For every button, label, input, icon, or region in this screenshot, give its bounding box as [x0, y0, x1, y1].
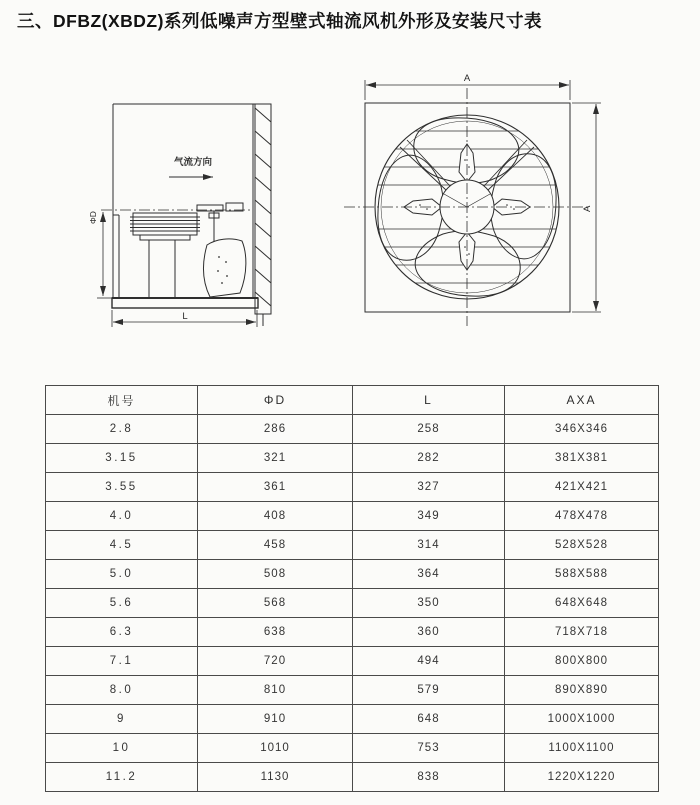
table-cell: 478X478	[505, 502, 659, 531]
impeller-blade	[203, 239, 245, 297]
table-cell: 8.0	[46, 676, 198, 705]
dim-width-label: A	[463, 73, 471, 84]
table-row	[46, 502, 659, 531]
table-row	[46, 763, 659, 792]
table-cell: 6.3	[46, 618, 198, 647]
table-cell: 3.55	[46, 473, 198, 502]
table-cell: 1100X1100	[505, 734, 659, 763]
table-cell: 648	[353, 705, 505, 734]
header-model: 机号	[46, 386, 198, 415]
table-cell: 4.0	[46, 502, 198, 531]
table-cell: 718X718	[505, 618, 659, 647]
header-axa: AXA	[505, 386, 659, 415]
table-cell: 638	[198, 618, 353, 647]
table-header-row	[46, 386, 659, 415]
table-cell: 282	[353, 444, 505, 473]
fan-side-view-drawing	[85, 76, 290, 336]
table-row	[46, 444, 659, 473]
table-cell: 11.2	[46, 763, 198, 792]
table-cell: 258	[353, 415, 505, 444]
table-cell: 579	[353, 676, 505, 705]
table-cell: 1010	[198, 734, 353, 763]
table-cell: 364	[353, 560, 505, 589]
table-cell: 5.6	[46, 589, 198, 618]
table-cell: 350	[353, 589, 505, 618]
table-cell: 7.1	[46, 647, 198, 676]
table-row	[46, 473, 659, 502]
dim-length-label: L	[182, 311, 188, 322]
page-title: 三、DFBZ(XBDZ)系列低噪声方型壁式轴流风机外形及安装尺寸表	[17, 11, 542, 31]
table-cell: 1000X1000	[505, 705, 659, 734]
dimensions-table	[45, 385, 659, 792]
table-row	[46, 560, 659, 589]
table-cell: 494	[353, 647, 505, 676]
table-cell: 1220X1220	[505, 763, 659, 792]
table-row	[46, 589, 659, 618]
table-cell: 381X381	[505, 444, 659, 473]
table-cell: 349	[353, 502, 505, 531]
table-row	[46, 676, 659, 705]
table-cell: 838	[353, 763, 505, 792]
table-cell: 588X588	[505, 560, 659, 589]
table-cell: 753	[353, 734, 505, 763]
table-cell: 648X648	[505, 589, 659, 618]
table-row	[46, 647, 659, 676]
table-cell: 5.0	[46, 560, 198, 589]
header-diameter: ΦD	[198, 386, 353, 415]
table-cell: 421X421	[505, 473, 659, 502]
table-cell: 10	[46, 734, 198, 763]
table-cell: 508	[198, 560, 353, 589]
dimension-diameter	[97, 212, 112, 298]
dim-diameter-label: ΦD	[88, 211, 98, 224]
table-row	[46, 705, 659, 734]
table-cell: 568	[198, 589, 353, 618]
table-cell: 346X346	[505, 415, 659, 444]
table-cell: 9	[46, 705, 198, 734]
base-plate	[112, 298, 258, 308]
table-cell: 314	[353, 531, 505, 560]
fan-front-view-drawing	[338, 52, 623, 337]
table-cell: 1130	[198, 763, 353, 792]
table-cell: 910	[198, 705, 353, 734]
table-row	[46, 734, 659, 763]
table-cell: 800X800	[505, 647, 659, 676]
table-row	[46, 618, 659, 647]
table-cell: 720	[198, 647, 353, 676]
table-cell: 4.5	[46, 531, 198, 560]
table-cell: 327	[353, 473, 505, 502]
table-cell: 286	[198, 415, 353, 444]
dim-height-label: A	[582, 205, 593, 212]
table-cell: 810	[198, 676, 353, 705]
table-cell: 2.8	[46, 415, 198, 444]
table-cell: 408	[198, 502, 353, 531]
table-cell: 458	[198, 531, 353, 560]
table-cell: 528X528	[505, 531, 659, 560]
airflow-direction-label: 气流方向	[173, 157, 213, 168]
table-row	[46, 415, 659, 444]
table-cell: 361	[198, 473, 353, 502]
table-cell: 360	[353, 618, 505, 647]
wall-section	[255, 104, 271, 326]
table-cell: 321	[198, 444, 353, 473]
table-row	[46, 531, 659, 560]
table-cell: 3.15	[46, 444, 198, 473]
motor-support	[143, 240, 182, 298]
motor	[130, 213, 200, 240]
table-cell: 890X890	[505, 676, 659, 705]
hub-shaft	[197, 203, 243, 243]
header-length: L	[353, 386, 505, 415]
